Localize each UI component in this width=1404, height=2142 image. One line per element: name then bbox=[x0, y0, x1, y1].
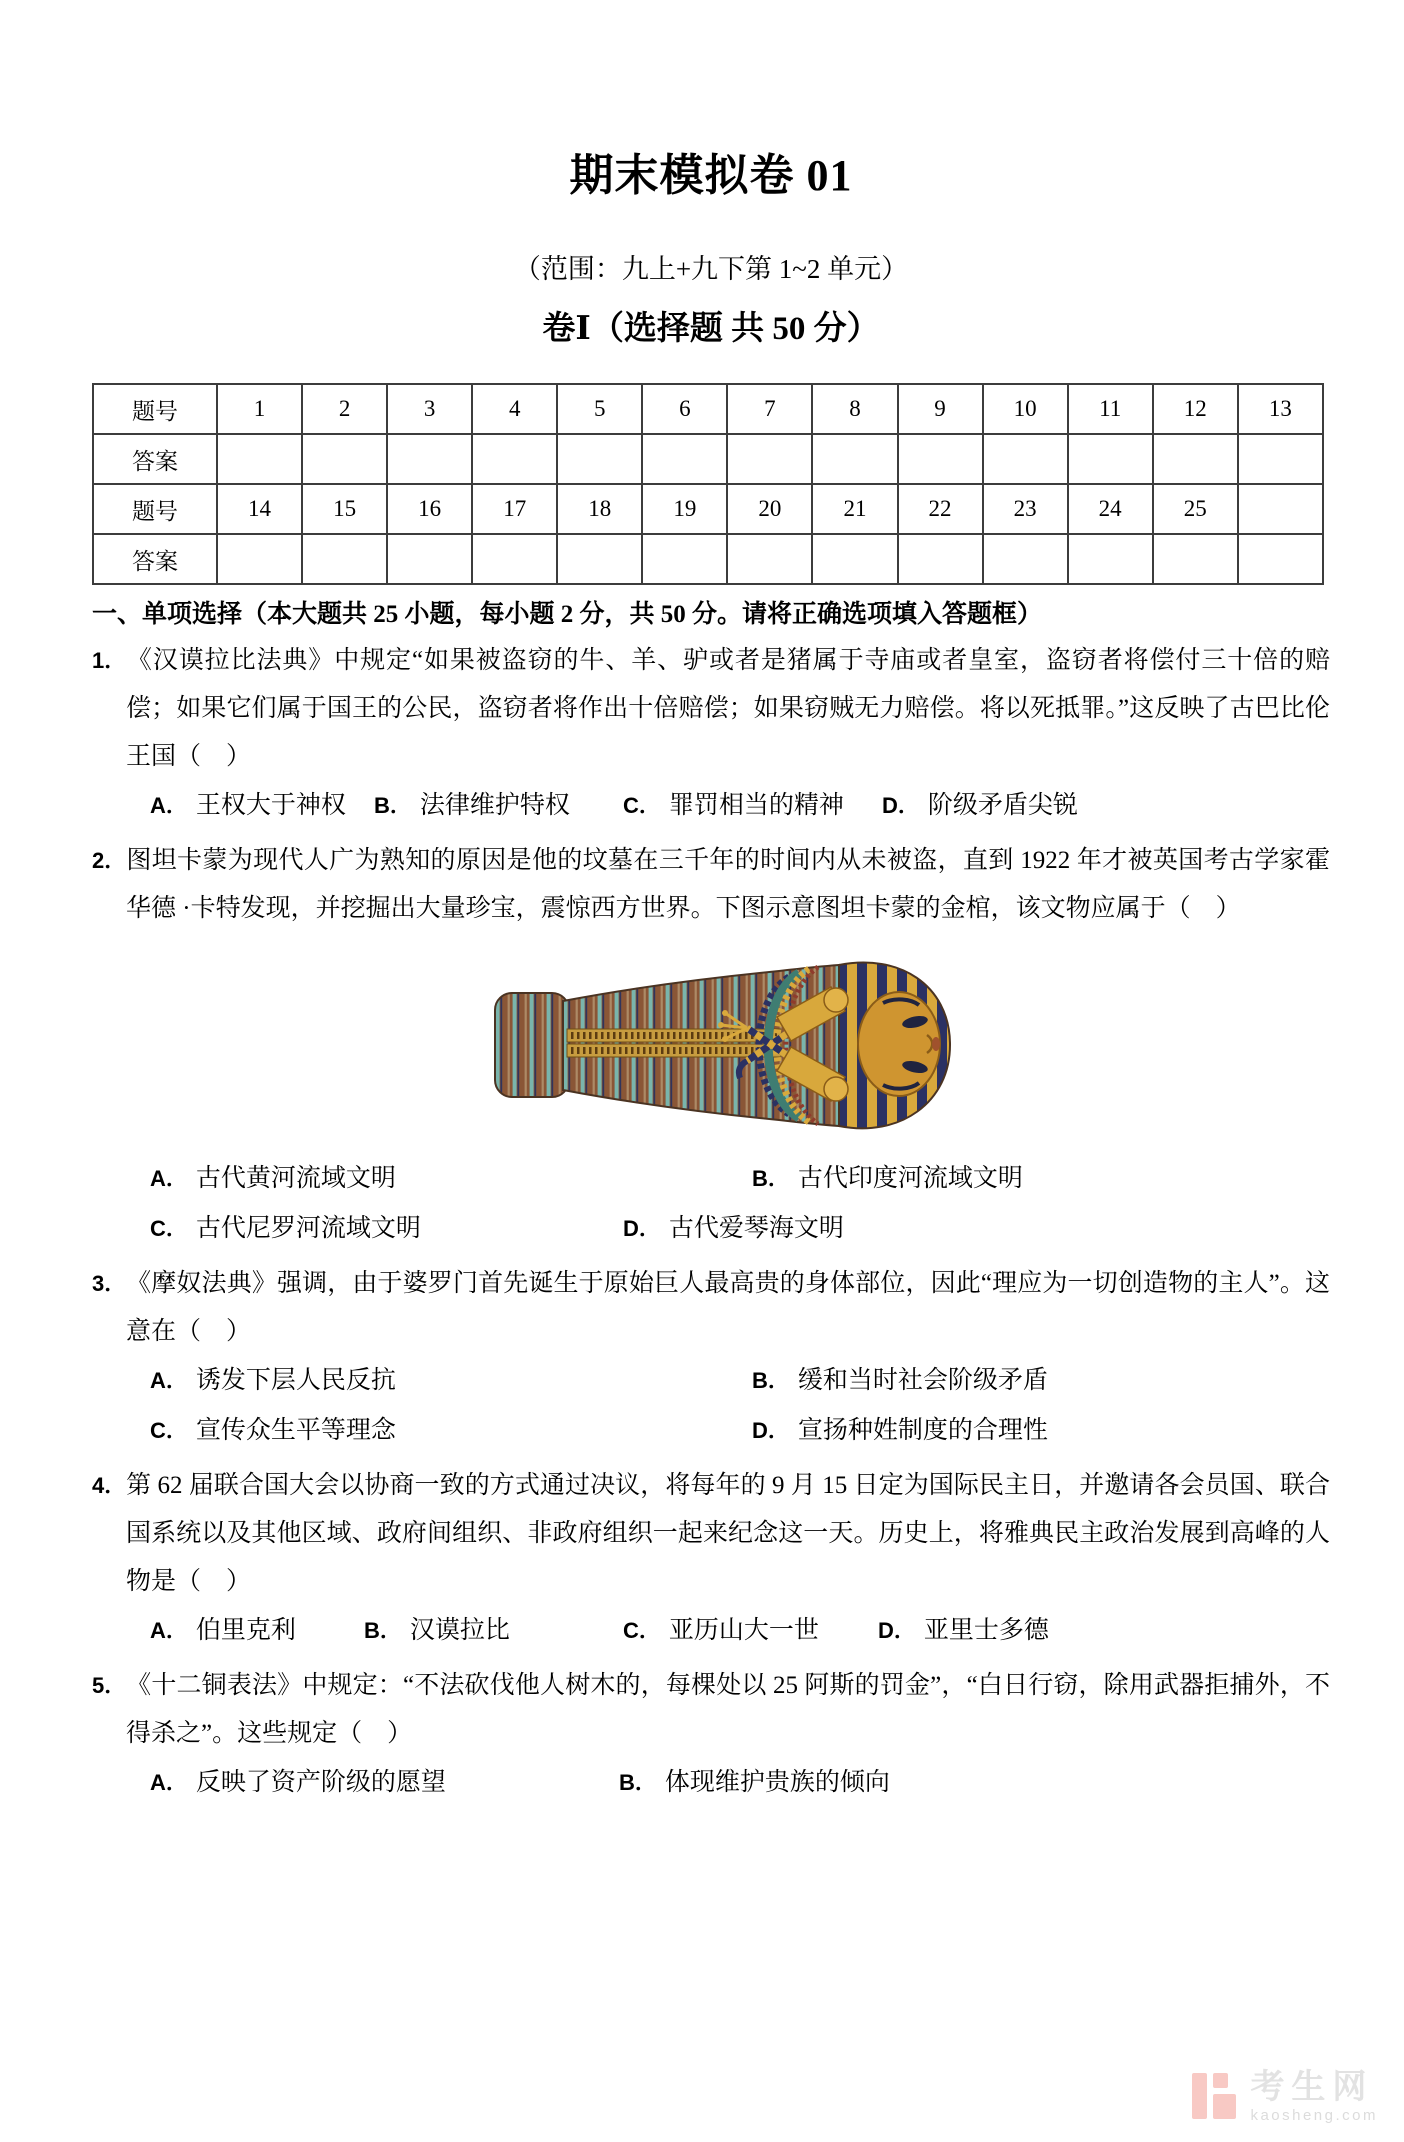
question-number-cell: 20 bbox=[727, 484, 812, 534]
option-text: 缓和当时社会阶级矛盾 bbox=[797, 1367, 1048, 1394]
option-text: 王权大于神权 bbox=[195, 792, 346, 819]
part1-heading: 卷Ⅰ（选择题 共 50 分） bbox=[542, 311, 880, 347]
question-number-cell: 12 bbox=[1153, 384, 1238, 434]
question-number-cell: 24 bbox=[1068, 484, 1153, 534]
question-number-cell: 3 bbox=[387, 384, 472, 434]
option-label: B． bbox=[374, 793, 412, 818]
option-label: D． bbox=[752, 1418, 790, 1443]
tutankhamun-coffin-figure bbox=[487, 943, 957, 1148]
document-body bbox=[0, 150, 1404, 1808]
option-text: 亚里士多德 bbox=[923, 1617, 1049, 1644]
question-number-cell: 11 bbox=[1068, 384, 1153, 434]
answer-table-row bbox=[93, 434, 1323, 484]
answer-table-row-label: 题号 bbox=[93, 484, 217, 534]
answer-cell bbox=[387, 434, 472, 484]
answer-cell bbox=[983, 534, 1068, 584]
option-D bbox=[878, 1606, 1049, 1656]
option-label: C． bbox=[150, 1418, 188, 1443]
question-stem bbox=[92, 1462, 1330, 1606]
question-number-cell: 2 bbox=[302, 384, 387, 434]
coffin-illustration bbox=[487, 943, 957, 1148]
question-number: 1． bbox=[92, 648, 127, 673]
question-number-cell: 13 bbox=[1238, 384, 1323, 434]
answer-cell bbox=[1068, 534, 1153, 584]
answer-cell bbox=[387, 534, 472, 584]
answer-cell bbox=[642, 434, 727, 484]
gold-face bbox=[858, 992, 940, 1096]
option-B bbox=[619, 1758, 890, 1808]
question-3 bbox=[92, 1260, 1330, 1456]
option-row bbox=[92, 781, 1330, 831]
question-number: 4． bbox=[92, 1473, 127, 1498]
option-label: A． bbox=[150, 1368, 188, 1393]
question-4 bbox=[92, 1462, 1330, 1656]
option-A bbox=[150, 1606, 364, 1656]
option-text: 古代印度河流域文明 bbox=[797, 1165, 1023, 1192]
kaosheng-logo-icon bbox=[1192, 2073, 1236, 2121]
option-D bbox=[623, 1204, 844, 1254]
option-label: B． bbox=[364, 1618, 402, 1643]
answer-table-row-label: 题号 bbox=[93, 384, 217, 434]
option-B bbox=[364, 1606, 623, 1656]
option-A bbox=[150, 1154, 752, 1204]
answer-cell bbox=[727, 434, 812, 484]
question-1 bbox=[92, 637, 1330, 831]
answer-cell bbox=[812, 534, 897, 584]
question-stem bbox=[92, 1662, 1330, 1758]
exam-scope-subtitle: （范围：九上+九下第 1~2 单元） bbox=[513, 254, 909, 284]
option-D bbox=[882, 781, 1078, 831]
question-text: 第 62 届联合国大会以协商一致的方式通过决议，将每年的 9 月 15 日定为国际民主日，并邀请各会员国、联合国系统以及其他区域、政府间组织、非政府组织一起来纪念这一天。历史上，将雅典民主政治发展到高峰的人物是（ ） bbox=[126, 1472, 1330, 1595]
question-text: 《十二铜表法》中规定：“不法砍伐他人树木的，每棵处以 25 阿斯的罚金”，“白日行窃，除用武器拒捕外，不得杀之”。这些规定（ ） bbox=[126, 1672, 1330, 1747]
option-text: 阶级矛盾尖锐 bbox=[927, 792, 1078, 819]
option-label: B． bbox=[752, 1368, 790, 1393]
option-label: C． bbox=[150, 1216, 188, 1241]
option-label: D． bbox=[882, 793, 920, 818]
watermark-site-name: 考生网 bbox=[1250, 2068, 1374, 2106]
section-heading: 一、单项选择（本大题共 25 小题，每小题 2 分，共 50 分。请将正确选项填入答题框） bbox=[92, 601, 1043, 628]
option-label: A． bbox=[150, 1770, 188, 1795]
option-text: 宣扬种姓制度的合理性 bbox=[797, 1417, 1048, 1444]
option-text: 亚历山大一世 bbox=[668, 1617, 819, 1644]
option-label: A． bbox=[150, 793, 188, 818]
option-text: 体现维护贵族的倾向 bbox=[664, 1769, 890, 1796]
answer-cell bbox=[557, 534, 642, 584]
question-2 bbox=[92, 837, 1330, 1254]
option-C bbox=[623, 781, 882, 831]
answer-cell bbox=[1153, 534, 1238, 584]
answer-cell bbox=[727, 534, 812, 584]
coffin-foot bbox=[495, 993, 569, 1097]
answer-sheet-table bbox=[92, 383, 1324, 585]
answer-cell bbox=[642, 534, 727, 584]
option-text: 古代黄河流域文明 bbox=[195, 1165, 396, 1192]
answer-table-row bbox=[93, 484, 1323, 534]
option-text: 反映了资产阶级的愿望 bbox=[195, 1769, 446, 1796]
question-5 bbox=[92, 1662, 1330, 1808]
question-number-cell: 25 bbox=[1153, 484, 1238, 534]
answer-cell bbox=[1238, 434, 1323, 484]
question-number-cell bbox=[1238, 484, 1323, 534]
answer-cell bbox=[812, 434, 897, 484]
answer-cell bbox=[472, 534, 557, 584]
question-number-cell: 10 bbox=[983, 384, 1068, 434]
question-stem bbox=[92, 837, 1330, 933]
option-text: 汉谟拉比 bbox=[409, 1617, 510, 1644]
option-row bbox=[92, 1406, 1330, 1456]
fist-with-crook bbox=[824, 988, 848, 1012]
answer-cell bbox=[1238, 534, 1323, 584]
option-label: B． bbox=[752, 1166, 790, 1191]
option-label: D． bbox=[878, 1618, 916, 1643]
option-row bbox=[92, 1204, 1330, 1254]
answer-table-row bbox=[93, 534, 1323, 584]
option-row bbox=[92, 1606, 1330, 1656]
answer-cell bbox=[302, 534, 387, 584]
question-number-cell: 16 bbox=[387, 484, 472, 534]
question-number-cell: 8 bbox=[812, 384, 897, 434]
question-number-cell: 15 bbox=[302, 484, 387, 534]
question-number-cell: 18 bbox=[557, 484, 642, 534]
answer-cell bbox=[983, 434, 1068, 484]
question-number-cell: 21 bbox=[812, 484, 897, 534]
option-B bbox=[752, 1154, 1023, 1204]
option-text: 古代爱琴海文明 bbox=[668, 1215, 844, 1242]
answer-table-row bbox=[93, 384, 1323, 434]
option-row bbox=[92, 1154, 1330, 1204]
question-text: 《汉谟拉比法典》中规定“如果被盗窃的牛、羊、驴或者是猪属于寺庙或者皇室，盗窃者将偿付三十倍的赔偿；如果它们属于国王的公民，盗窃者将作出十倍赔偿；如果窃贼无力赔偿。将以死抵罪。”这反映了古巴比伦王国（ ） bbox=[126, 647, 1330, 770]
option-label: B． bbox=[619, 1770, 657, 1795]
question-number-cell: 22 bbox=[898, 484, 983, 534]
option-A bbox=[150, 1758, 619, 1808]
question-number-cell: 9 bbox=[898, 384, 983, 434]
question-text: 《摩奴法典》强调，由于婆罗门首先诞生于原始巨人最高贵的身体部位，因此“理应为一切创造物的主人”。这意在（ ） bbox=[126, 1270, 1330, 1345]
question-number-cell: 4 bbox=[472, 384, 557, 434]
answer-table-row-label: 答案 bbox=[93, 434, 217, 484]
answer-cell bbox=[1153, 434, 1238, 484]
option-text: 古代尼罗河流域文明 bbox=[195, 1215, 421, 1242]
answer-cell bbox=[898, 534, 983, 584]
question-number-cell: 14 bbox=[217, 484, 302, 534]
option-label: C． bbox=[623, 793, 661, 818]
questions bbox=[92, 637, 1330, 1808]
question-number-cell: 23 bbox=[983, 484, 1068, 534]
question-number: 5． bbox=[92, 1673, 127, 1698]
fist-with-flail bbox=[824, 1077, 848, 1101]
question-number-cell: 6 bbox=[642, 384, 727, 434]
question-number-cell: 7 bbox=[727, 384, 812, 434]
option-label: A． bbox=[150, 1166, 188, 1191]
option-label: D． bbox=[623, 1216, 661, 1241]
question-number: 3． bbox=[92, 1271, 127, 1296]
option-label: C． bbox=[623, 1618, 661, 1643]
option-C bbox=[150, 1406, 752, 1456]
answer-table-body bbox=[93, 384, 1323, 584]
answer-cell bbox=[472, 434, 557, 484]
option-text: 宣传众生平等理念 bbox=[195, 1417, 396, 1444]
question-number: 2． bbox=[92, 848, 127, 873]
option-row bbox=[92, 1758, 1330, 1808]
option-text: 诱发下层人民反抗 bbox=[195, 1367, 396, 1394]
option-row bbox=[92, 1356, 1330, 1406]
exam-paper-page bbox=[0, 150, 1404, 2142]
option-A bbox=[150, 781, 374, 831]
watermark-site-url: kaosheng.com bbox=[1250, 2107, 1378, 2124]
watermark-text bbox=[1250, 2070, 1378, 2124]
kaosheng-watermark bbox=[1192, 2070, 1378, 2124]
question-number-cell: 17 bbox=[472, 484, 557, 534]
answer-cell bbox=[557, 434, 642, 484]
question-number-cell: 1 bbox=[217, 384, 302, 434]
option-D bbox=[752, 1406, 1048, 1456]
answer-table-row-label: 答案 bbox=[93, 534, 217, 584]
option-label: A． bbox=[150, 1618, 188, 1643]
option-C bbox=[623, 1606, 878, 1656]
page-title: 期末模拟卷 01 bbox=[569, 151, 853, 200]
answer-cell bbox=[217, 434, 302, 484]
option-A bbox=[150, 1356, 752, 1406]
question-stem bbox=[92, 1260, 1330, 1356]
option-B bbox=[752, 1356, 1048, 1406]
question-text: 图坦卡蒙为现代人广为熟知的原因是他的坟墓在三千年的时间内从未被盗，直到 1922 年才被英国考古学家霍华德 ·卡特发现，并挖掘出大量珍宝，震惊西方世界。下图示意图坦卡蒙的金棺，该文物应属于（ ） bbox=[126, 847, 1330, 922]
option-C bbox=[150, 1204, 623, 1254]
answer-cell bbox=[1068, 434, 1153, 484]
option-text: 法律维护特权 bbox=[419, 792, 570, 819]
option-text: 伯里克利 bbox=[195, 1617, 296, 1644]
answer-cell bbox=[302, 434, 387, 484]
question-number-cell: 19 bbox=[642, 484, 727, 534]
question-number-cell: 5 bbox=[557, 384, 642, 434]
question-stem bbox=[92, 637, 1330, 781]
answer-cell bbox=[898, 434, 983, 484]
option-B bbox=[374, 781, 623, 831]
answer-cell bbox=[217, 534, 302, 584]
option-text: 罪罚相当的精神 bbox=[668, 792, 844, 819]
